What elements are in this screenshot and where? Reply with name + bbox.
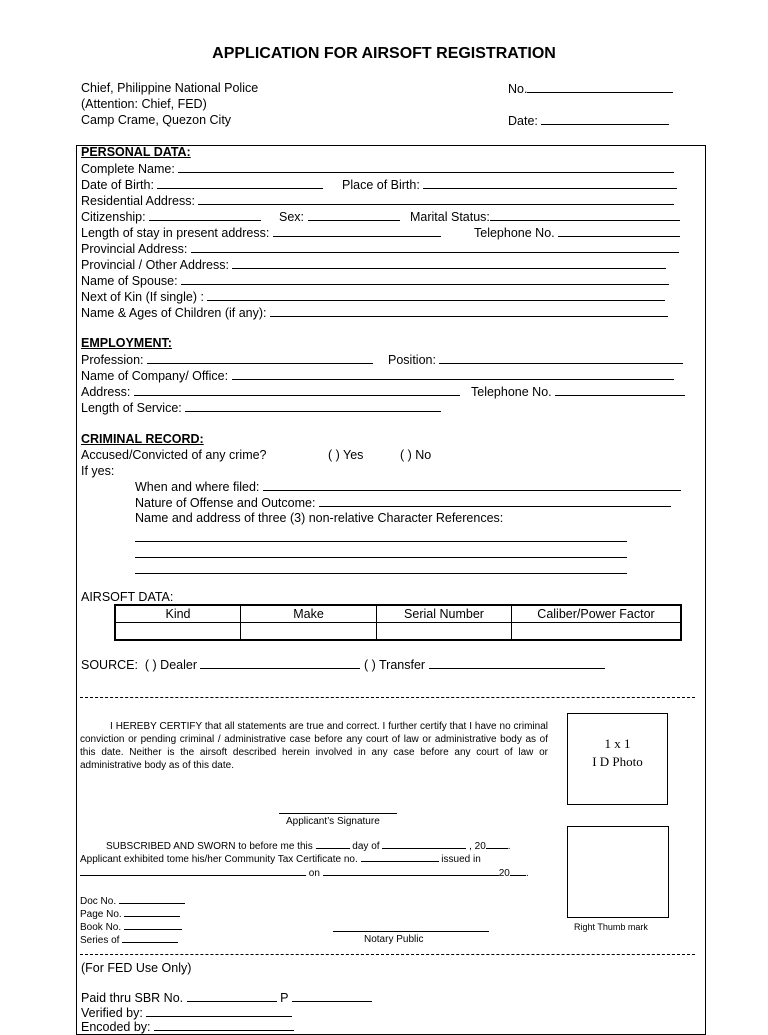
transfer-line[interactable]	[429, 657, 605, 669]
reference-line-3[interactable]	[135, 562, 627, 578]
if-yes-label: If yes:	[81, 464, 115, 478]
sworn-line-1: SUBSCRIBED AND SWORN to before me this day of , 20 .	[106, 841, 511, 852]
dob-field[interactable]	[81, 177, 323, 193]
citizenship-field[interactable]	[81, 209, 261, 225]
book-no-field[interactable]	[80, 920, 182, 934]
length-of-stay-label: Length of stay in present address:	[81, 226, 270, 240]
when-where-filed-field[interactable]	[135, 479, 681, 495]
dealer-line[interactable]	[200, 657, 360, 669]
column-serial-number: Serial Number	[377, 605, 512, 623]
crime-no-option[interactable]: ( ) No	[400, 448, 432, 462]
sworn-year-line[interactable]	[486, 839, 508, 849]
sbr-label: Paid thru SBR No.	[81, 991, 184, 1005]
ctc-text: Applicant exhibited tome his/her Community Tax Certificate no.	[80, 854, 358, 865]
thumb-mark-box[interactable]	[567, 826, 669, 918]
provincial-other-address-field[interactable]	[81, 257, 666, 273]
sworn-line-3: on 20 .	[80, 866, 529, 880]
airsoft-data-table	[114, 604, 682, 641]
personal-data-heading: PERSONAL DATA:	[81, 145, 191, 159]
crime-question: Accused/Convicted of any crime?	[81, 448, 267, 462]
encoded-by-field[interactable]	[81, 1019, 294, 1035]
character-references-label: Name and address of three (3) non-relative Character References:	[135, 511, 504, 525]
issued-in-text: issued in	[441, 854, 481, 865]
book-no-label: Book No.	[80, 922, 122, 933]
amount-label: P	[280, 991, 289, 1005]
certification-text	[80, 720, 548, 772]
employment-telephone-label: Telephone No.	[471, 385, 552, 399]
column-make: Make	[241, 605, 377, 623]
on-text: on	[308, 868, 320, 879]
employment-address-field[interactable]	[81, 384, 460, 400]
sworn-text-a: SUBSCRIBED AND SWORN to before me this	[106, 841, 313, 852]
next-of-kin-label: Next of Kin (If single) :	[81, 290, 204, 304]
source-row	[81, 657, 605, 673]
provincial-address-label: Provincial Address:	[81, 242, 188, 256]
encoded-by-label: Encoded by:	[81, 1020, 151, 1034]
date-label: Date:	[508, 114, 538, 128]
position-field[interactable]	[388, 352, 683, 368]
fed-use-heading: (For FED Use Only)	[81, 961, 192, 975]
issued-place-line[interactable]	[80, 866, 306, 876]
column-kind: Kind	[115, 605, 241, 623]
profession-field[interactable]	[81, 352, 373, 368]
children-field[interactable]	[81, 305, 668, 321]
sworn-month-line[interactable]	[382, 839, 466, 849]
page-title: APPLICATION FOR AIRSOFT REGISTRATION	[212, 45, 556, 62]
crime-yes-option[interactable]: ( ) Yes	[328, 448, 364, 462]
residential-address-field[interactable]	[81, 193, 674, 209]
residential-address-label: Residential Address:	[81, 194, 195, 208]
addressee-line-1: Chief, Philippine National Police	[81, 81, 259, 95]
pob-label: Place of Birth:	[342, 178, 420, 192]
provincial-address-field[interactable]	[81, 241, 679, 257]
airsoft-table-header	[115, 605, 681, 623]
length-of-stay-field[interactable]	[81, 225, 441, 241]
make-cell[interactable]	[241, 623, 377, 641]
marital-status-field[interactable]	[410, 209, 680, 225]
series-of-field[interactable]	[80, 933, 178, 947]
personal-telephone-field[interactable]	[474, 225, 680, 241]
employment-heading: EMPLOYMENT:	[81, 336, 172, 350]
position-label: Position:	[388, 353, 436, 367]
company-label: Name of Company/ Office:	[81, 369, 229, 383]
page-no-label: Page No.	[80, 909, 122, 920]
sbr-field[interactable]	[81, 990, 372, 1006]
profession-label: Profession:	[81, 353, 144, 367]
doc-no-label: Doc No.	[80, 896, 117, 907]
applicant-signature-label: Applicant’s Signature	[286, 816, 380, 827]
length-of-service-field[interactable]	[81, 400, 441, 416]
id-photo-box[interactable]	[567, 713, 668, 805]
provincial-other-address-label: Provincial / Other Address:	[81, 258, 229, 272]
column-caliber: Caliber/Power Factor	[512, 605, 682, 623]
complete-name-field[interactable]	[81, 161, 674, 177]
sworn-text-c: , 20	[469, 841, 486, 852]
kind-cell[interactable]	[115, 623, 241, 641]
sworn-text-b: day of	[352, 841, 380, 852]
date-field[interactable]	[508, 113, 669, 129]
dashed-divider-2	[80, 954, 695, 955]
length-of-service-label: Length of Service:	[81, 401, 182, 415]
when-where-filed-label: When and where filed:	[135, 480, 260, 494]
source-label: SOURCE:	[81, 658, 138, 672]
ctc-number-line[interactable]	[361, 852, 439, 862]
addressee-line-3: Camp Crame, Quezon City	[81, 113, 232, 127]
notary-public-label: Notary Public	[364, 934, 424, 945]
serial-number-cell[interactable]	[377, 623, 512, 641]
sex-label: Sex:	[279, 210, 305, 224]
airsoft-data-heading: AIRSOFT DATA:	[81, 590, 174, 604]
thumb-mark-label: Right Thumb mark	[574, 922, 648, 932]
criminal-record-heading: CRIMINAL RECORD:	[81, 432, 204, 446]
sworn-line-2	[80, 852, 481, 866]
page-no-field[interactable]	[80, 907, 180, 921]
pob-field[interactable]	[342, 177, 677, 193]
sex-field[interactable]	[279, 209, 400, 225]
certification-body: I HEREBY CERTIFY that all statements are true and correct. I further certify that I have no criminal conviction or pending criminal / administrative case before any court of law or administrative body as of this date. Neither is the airsoft described herein involved in any case before any court of law or administrative body as of this date.	[80, 721, 548, 771]
employment-address-label: Address:	[81, 385, 131, 399]
dashed-divider	[80, 697, 695, 698]
dob-label: Date of Birth:	[81, 178, 154, 192]
citizenship-label: Citizenship:	[81, 210, 146, 224]
spouse-field[interactable]	[81, 273, 669, 289]
nature-of-offense-label: Nature of Offense and Outcome:	[135, 496, 316, 510]
table-row	[115, 623, 681, 641]
addressee-line-2: (Attention: Chief, FED)	[81, 97, 207, 111]
doc-no-field[interactable]	[80, 894, 185, 908]
personal-telephone-label: Telephone No.	[474, 226, 555, 240]
year-prefix: 20	[498, 868, 510, 879]
issued-date-line[interactable]	[323, 866, 499, 876]
employment-telephone-field[interactable]	[471, 384, 685, 400]
spouse-label: Name of Spouse:	[81, 274, 178, 288]
source-transfer-option[interactable]: ( ) Transfer	[363, 658, 426, 672]
source-dealer-option[interactable]: ( ) Dealer	[144, 658, 197, 672]
children-label: Name & Ages of Children (if any):	[81, 306, 267, 320]
caliber-cell[interactable]	[512, 623, 682, 641]
complete-name-label: Complete Name:	[81, 162, 175, 176]
verified-by-label: Verified by:	[81, 1006, 143, 1020]
next-of-kin-field[interactable]	[81, 289, 665, 305]
id-photo-size: 1 x 1	[604, 736, 631, 751]
id-photo-label: I D Photo	[592, 754, 643, 769]
sworn-day-line[interactable]	[316, 839, 350, 849]
marital-status-label: Marital Status:	[410, 210, 490, 224]
reference-line-2[interactable]	[135, 546, 627, 562]
company-field[interactable]	[81, 368, 674, 384]
number-field[interactable]	[508, 81, 673, 97]
series-of-label: Series of	[80, 935, 120, 946]
number-label: No.	[508, 82, 528, 96]
nature-of-offense-field[interactable]	[135, 495, 671, 511]
reference-line-1[interactable]	[135, 530, 627, 546]
